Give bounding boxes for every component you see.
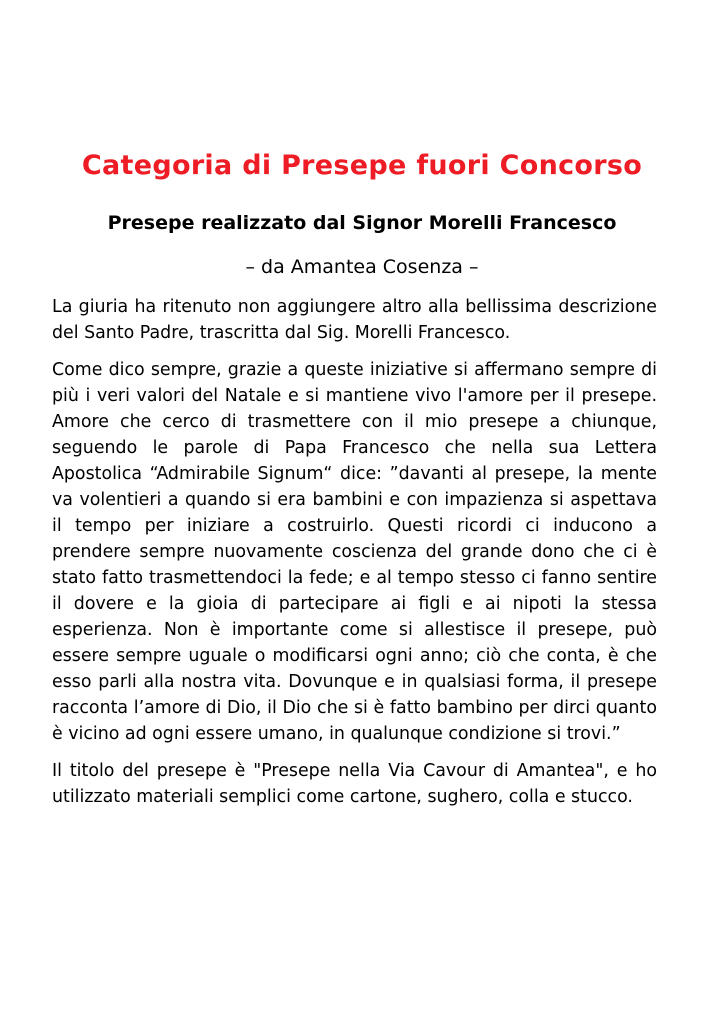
paragraph-title-materials: Il titolo del presepe è "Presepe nella Via Cavour di Amantea", e ho utilizzato materiali semplici come cartone, sughero, colla e stucco.	[52, 761, 657, 807]
paragraph-intro: La giuria ha ritenuto non aggiungere altro alla bellissima descrizione del Santo Padre, trascritta dal Sig. Morelli Francesco.	[52, 297, 657, 343]
body-text	[52, 294, 657, 821]
page-subtitle: Presepe realizzato dal Signor Morelli Francesco	[107, 212, 617, 234]
origin-line: – da Amantea Cosenza –	[245, 256, 479, 278]
paragraph-quote: Come dico sempre, grazie a queste iniziative si affermano sempre di più i veri valori del Natale e si mantiene vivo l'amore per il presepe. Amore che cerco di trasmettere con il mio presepe a chiunque, seguendo le parole di Papa Francesco che nella sua Lettera Apostolica “Admirabile Signum“ dice: ”davanti al presepe, la mente va volentieri a quando si era bambini e con impazienza si aspettava il tempo per iniziare a costruirlo. Questi ricordi ci inducono a prendere sempre nuovamente coscienza del grande dono che ci è stato fatto trasmettendoci la fede; e al tempo stesso ci fanno sentire il dovere e la gioia di partecipare ai figli e ai nipoti la stessa esperienza. Non è importante come si allestisce il presepe, può essere sempre uguale o modificarsi ogni anno; ciò che conta, è che esso parli alla nostra vita. Dovunque e in qualsiasi forma, il presepe racconta l’amore di Dio, il Dio che si è fatto bambino per dirci quanto è vicino ad ogni essere umano, in qualunque condizione si trovi.”	[52, 360, 657, 744]
page-title: Categoria di Presepe fuori Concorso	[81, 150, 643, 181]
